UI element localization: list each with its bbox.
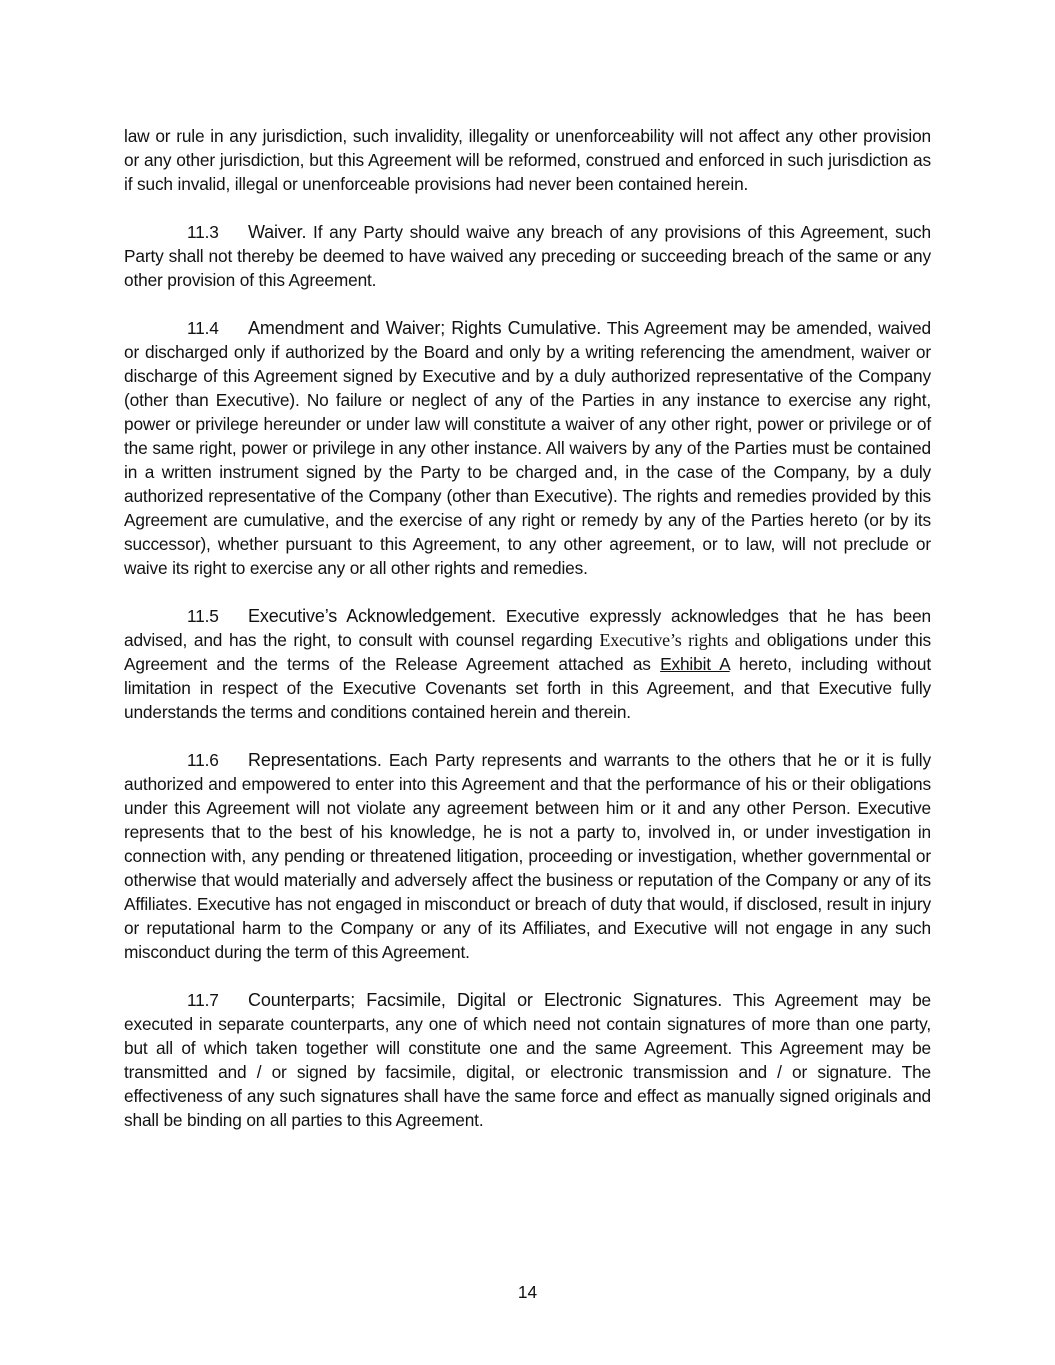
section-body: obligations under this Agreement and the terms of the Release Agreement attached as bbox=[124, 630, 932, 674]
paragraph-continued: law or rule in any jurisdiction, such invalidity, illegality or unenforceability will not affect any other provision or any other jurisdiction, but this Agreement will be reformed, construed and enforced in such jurisdiction as if such invalid, illegal or unenforceable provisions had never been contained herein. bbox=[124, 126, 931, 194]
section-body: This Agreement may be amended, waived or discharged only if authorized by the Board and only by a writing referencing the amendment, waiver or discharge of this Agreement signed by Executive and by a duly authorized representative of the Company (other than Executive). No failure or neglect of any of the Parties in any instance to exercise any right, power or privilege hereunder or under law will constitute a waiver of any other right, power or privilege or of the same right, power or privilege in any other instance. All waivers by any of the Parties must be contained in a written instrument signed by the Party to be charged and, in the case of the Company, by a duly authorized representative of the Company (other than Executive). The rights and remedies provided by this Agreement are cumulative, and the exercise of any right or remedy by any of the Parties hereto (or by its successor), whether pursuant to this Agreement, to any other agreement, or to law, will not preclude or waive its right to exercise any or all other rights and remedies. bbox=[124, 318, 932, 578]
section-heading: Counterparts; Facsimile, Digital or Electronic Signatures. bbox=[248, 990, 723, 1010]
section-body: Each Party represents and warrants to the others that he or it is fully authorized and empowered to enter into this Agreement and that the performance of his or their obligations under this Agreement will not violate any agreement between him or it and any other Person. Executive represents that to the best of his knowledge, he is not a party to, involved in, or under investigation in connection with, any pending or threatened litigation, proceeding or investigation, whether governmental or otherwise that would materially and adversely affect the business or reputation of the Company or any of its Affiliates. Executive has not engaged in misconduct or breach of duty that would, if disclosed, result in injury or reputational harm to the Company or any of its Affiliates, and Executive will not engage in any such misconduct during the term of this Agreement. bbox=[124, 750, 931, 962]
section-body: hereto, including without limitation in respect of the Executive Covenants set forth in this Agreement, and that Executive fully understands the terms and conditions contained herein and therein. bbox=[124, 654, 931, 722]
document-page bbox=[124, 124, 931, 1156]
section-heading: Executive’s Acknowledgement. bbox=[248, 606, 496, 626]
exhibit-reference: Exhibit A bbox=[660, 654, 730, 674]
section-heading: Representations. bbox=[248, 750, 382, 770]
section-number: 11.3 bbox=[187, 222, 219, 242]
section-number: 11.6 bbox=[187, 750, 219, 770]
section-heading: Waiver. bbox=[248, 222, 307, 242]
section-number: 11.5 bbox=[187, 606, 219, 626]
section-11-4 bbox=[124, 316, 931, 580]
section-11-5 bbox=[124, 604, 931, 724]
section-number: 11.7 bbox=[187, 990, 219, 1010]
section-11-6 bbox=[124, 748, 931, 964]
page-number: 14 bbox=[517, 1282, 538, 1302]
section-number: 11.4 bbox=[187, 318, 219, 338]
section-heading: Amendment and Waiver; Rights Cumulative. bbox=[248, 318, 602, 338]
section-11-3 bbox=[124, 220, 931, 292]
section-body: If any Party should waive any breach of any provisions of this Agreement, such Party shall not thereby be deemed to have waived any preceding or succeeding breach of the same or any other provision of this Agreement. bbox=[124, 222, 931, 290]
section-body: This Agreement may be executed in separate counterparts, any one of which need not contain signatures of more than one party, but all of which taken together will constitute one and the same Agreement. This Agreement may be transmitted and / or signed by facsimile, digital, or electronic transmission and / or signature. The effectiveness of any such signatures shall have the same force and effect as manually signed originals and shall be binding on all parties to this Agreement. bbox=[124, 990, 931, 1130]
section-11-7 bbox=[124, 988, 931, 1132]
section-body: Executive expressly acknowledges that he has been advised, and has the right, to consult with counsel regarding bbox=[124, 606, 931, 650]
section-body-serif: Executive’s rights and bbox=[599, 630, 761, 650]
